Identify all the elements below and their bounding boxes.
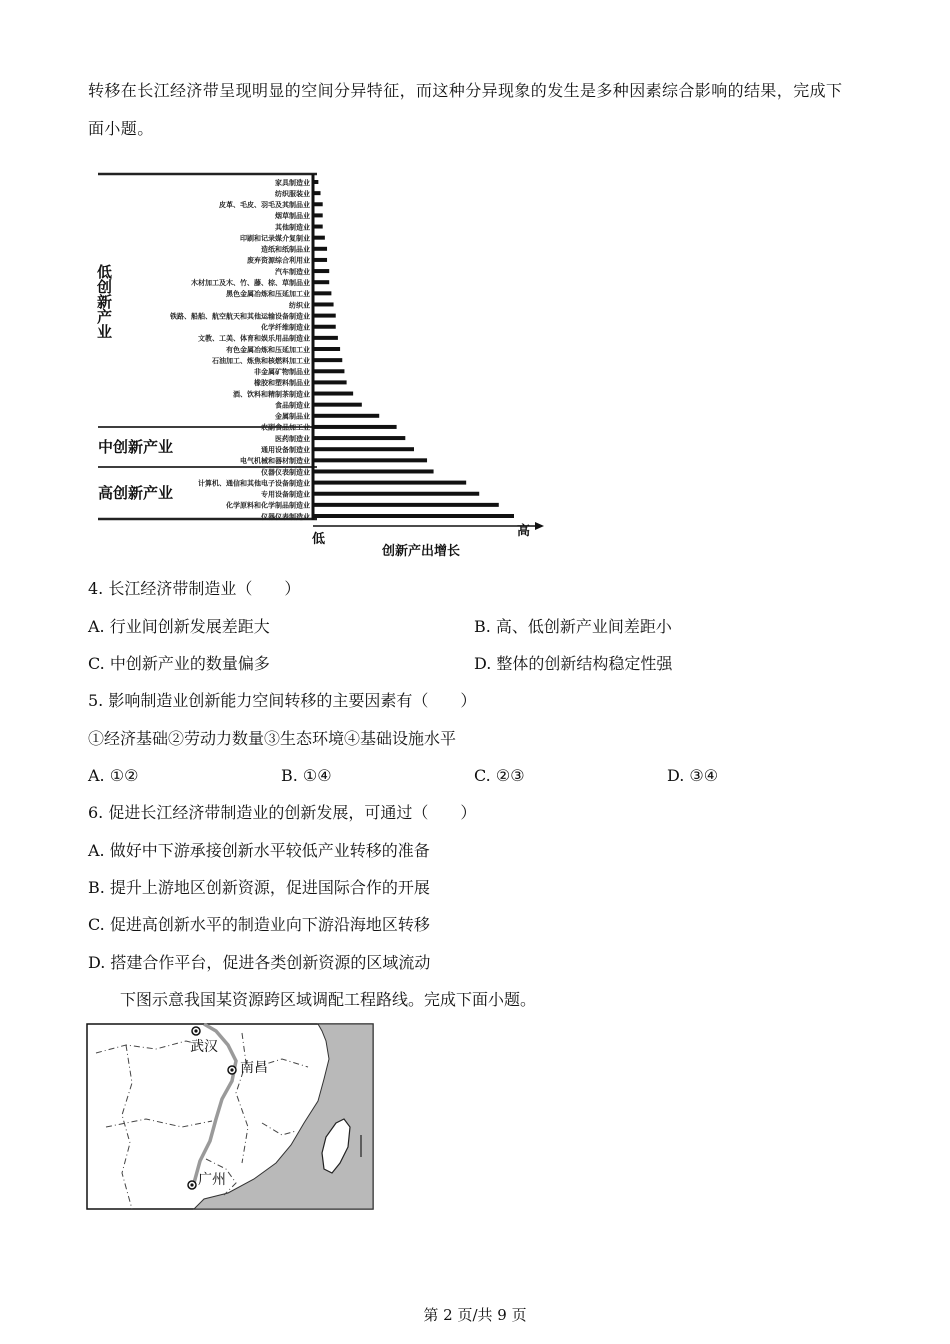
bar-25 [314, 458, 427, 462]
q5-option-c: C. ②③ [474, 766, 525, 785]
q4-option-d: D. 整体的创新结构稳定性强 [474, 654, 673, 673]
category-label-8: 汽车制造业 [275, 266, 310, 276]
bar-16 [314, 358, 342, 362]
q6-option-b: B. 提升上游地区创新资源，促进国际合作的开展 [88, 878, 430, 897]
bar-13 [314, 325, 336, 329]
category-label-18: 橡胶和塑料制品业 [254, 378, 310, 388]
bar-5 [314, 236, 325, 240]
category-label-19: 酒、饮料和精制茶制造业 [233, 389, 310, 399]
x-axis-high-label: 高 [517, 524, 531, 539]
bar-7 [314, 258, 327, 262]
city-label-nanchang: 南昌 [240, 1059, 268, 1075]
q6-option-a: A. 做好中下游承接创新水平较低产业转移的准备 [88, 841, 430, 860]
intro-line-1: 转移在长江经济带呈现明显的空间分异特征，而这种分异现象的发生是多种因素综合影响的结果，完成下 [88, 81, 843, 100]
bar-10 [314, 291, 331, 295]
category-label-30: 仪器仪表制造业 [261, 511, 310, 521]
bar-1 [314, 191, 321, 195]
q4-option-a: A. 行业间创新发展差距大 [88, 617, 270, 636]
q5-option-b: B. ①④ [281, 766, 332, 785]
bar-27 [314, 481, 466, 485]
q5-stem: 5. 影响制造业创新能力空间转移的主要因素有（ ） [88, 691, 477, 710]
category-label-21: 金属制品业 [275, 411, 310, 421]
bar-0 [314, 180, 318, 184]
q4-option-b: B. 高、低创新产业间差距小 [474, 617, 672, 636]
category-label-14: 文教、工美、体育和娱乐用品制造业 [198, 333, 310, 343]
group-label-mid: 中创新产业 [98, 438, 174, 456]
page-footer: 第 2 页/共 9 页 [423, 1306, 527, 1324]
map-intro: 下图示意我国某资源跨区域调配工程路线。完成下面小题。 [120, 990, 537, 1009]
intro-paragraph [88, 72, 868, 148]
q6-option-c: C. 促进高创新水平的制造业向下游沿海地区转移 [88, 915, 430, 934]
innovation-bar-chart [92, 168, 562, 563]
x-axis-arrowhead [535, 522, 544, 530]
bar-20 [314, 403, 362, 407]
bar-24 [314, 447, 414, 451]
category-label-28: 专用设备制造业 [261, 489, 310, 499]
bar-17 [314, 369, 344, 373]
q4-option-c: C. 中创新产业的数量偏多 [88, 654, 270, 673]
bar-23 [314, 436, 405, 440]
bar-3 [314, 213, 323, 217]
city-label-wuhan: 武汉 [190, 1038, 218, 1054]
chart-svg [92, 168, 562, 563]
category-label-9: 木材加工及木、竹、藤、棕、草制品业 [191, 278, 310, 287]
group-label-high: 高创新产业 [98, 484, 174, 502]
q6-stem: 6. 促进长江经济带制造业的创新发展，可通过（ ） [88, 803, 477, 822]
category-label-16: 石油加工、炼焦和核燃料加工业 [212, 355, 310, 365]
q4-stem: 4. 长江经济带制造业（ ） [88, 579, 301, 598]
category-label-23: 医药制造业 [275, 433, 310, 443]
route-map-svg [86, 1023, 374, 1210]
category-label-4: 其他制造业 [275, 222, 310, 232]
bar-9 [314, 280, 329, 284]
category-label-7: 废弃资源综合利用业 [247, 255, 310, 265]
category-label-12: 铁路、船舶、航空航天和其他运输设备制造业 [170, 311, 310, 321]
city-label-guangzhou: 广州 [198, 1171, 226, 1187]
category-labels-group [169, 178, 310, 521]
category-label-20: 食品制造业 [275, 400, 310, 410]
category-label-3: 烟草制品业 [275, 211, 310, 221]
category-label-29: 化学原料和化学制品制造业 [226, 500, 310, 510]
bar-11 [314, 302, 334, 306]
bar-14 [314, 336, 338, 340]
bar-28 [314, 492, 479, 496]
bar-19 [314, 392, 353, 396]
category-label-0: 家具制造业 [275, 177, 310, 187]
q5-items: ①经济基础②劳动力数量③生态环境④基础设施水平 [88, 729, 457, 748]
category-label-13: 化学纤维制造业 [261, 322, 310, 332]
x-axis-title: 创新产出增长 [382, 544, 461, 559]
category-label-22: 农副食品加工业 [261, 422, 310, 432]
category-label-5: 印刷和记录媒介复制业 [240, 233, 310, 243]
category-label-27: 计算机、通信和其他电子设备制造业 [198, 478, 310, 488]
bar-30 [314, 514, 514, 518]
category-label-1: 纺织服装业 [275, 188, 310, 198]
category-label-24: 通用设备制造业 [261, 445, 310, 454]
group-label-low: 低创新产业 [95, 264, 113, 339]
bar-22 [314, 425, 397, 429]
bar-4 [314, 225, 323, 229]
bar-12 [314, 314, 336, 318]
x-axis-low-label: 低 [312, 532, 326, 547]
bar-18 [314, 380, 347, 384]
bar-15 [314, 347, 340, 351]
category-label-6: 造纸和纸制品业 [261, 244, 310, 254]
bar-8 [314, 269, 329, 273]
bar-2 [314, 202, 323, 206]
category-label-10: 黑色金属冶炼和压延加工业 [226, 289, 310, 299]
category-label-26: 仪器仪表制造业 [261, 467, 310, 477]
category-label-25: 电气机械和器材制造业 [240, 456, 310, 466]
q5-option-d: D. ③④ [667, 766, 719, 785]
category-label-15: 有色金属冶炼和压延加工业 [226, 344, 310, 354]
route-map [86, 1023, 374, 1210]
bar-26 [314, 469, 434, 473]
intro-line-2: 面小题。 [88, 119, 154, 138]
category-label-17: 非金属矿物制品业 [254, 367, 310, 377]
city-dot-guangzhou [190, 1183, 193, 1186]
bar-29 [314, 503, 499, 507]
bar-6 [314, 247, 327, 251]
category-label-2: 皮革、毛皮、羽毛及其制品业 [219, 200, 310, 210]
category-label-11: 纺织业 [289, 300, 310, 310]
bar-21 [314, 414, 379, 418]
q5-option-a: A. ①② [88, 766, 139, 785]
bars-group [314, 180, 514, 518]
city-dot-wuhan [194, 1029, 197, 1032]
city-dot-nanchang [230, 1068, 233, 1071]
q6-option-d: D. 搭建合作平台，促进各类创新资源的区域流动 [88, 953, 431, 972]
